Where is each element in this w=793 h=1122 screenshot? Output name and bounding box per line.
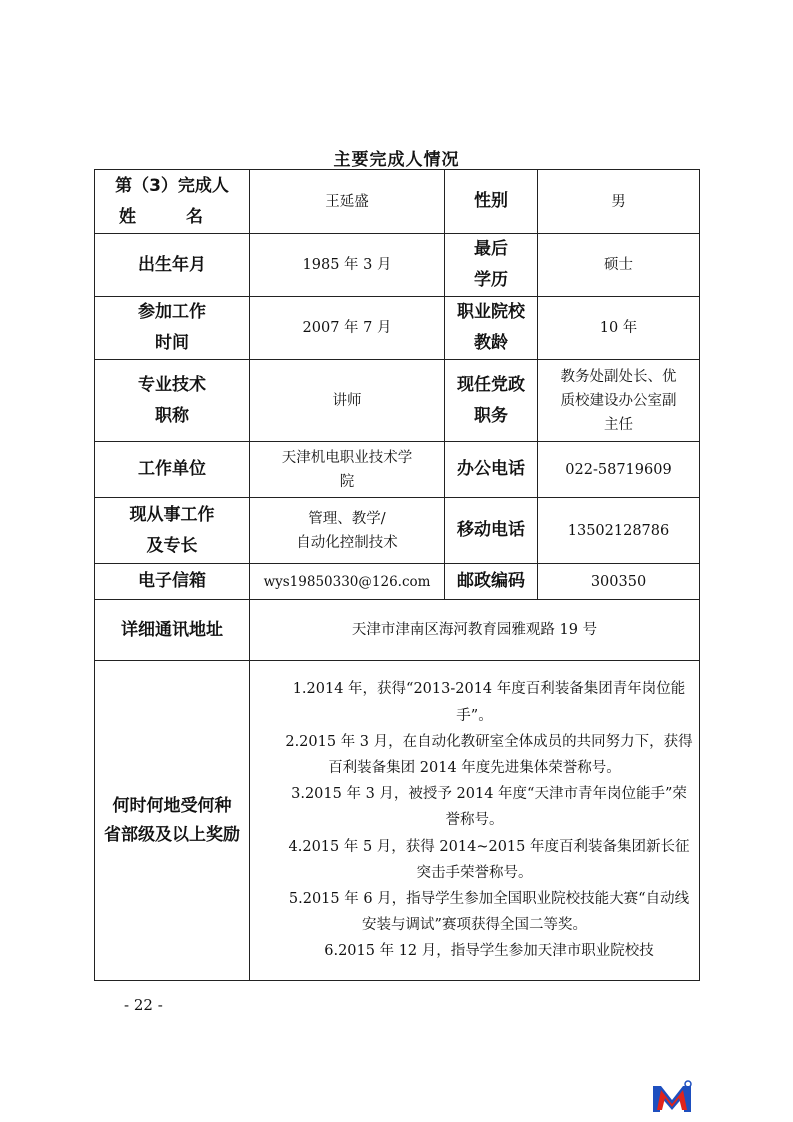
education-label-line2: 学历: [474, 270, 508, 290]
award-item: 6.2015 年 12 月，指导学生参加天津市职业院校技: [324, 943, 654, 960]
post-label: [445, 360, 538, 442]
unit-value: [250, 442, 445, 498]
birth-value: 1985 年 3 月: [250, 234, 445, 297]
table-row: [95, 170, 700, 234]
publisher-logo-icon: [651, 1080, 693, 1114]
job-value-line1: 管理、教学/: [308, 510, 386, 527]
birth-label: 出生年月: [95, 234, 250, 297]
table-row: [95, 360, 700, 442]
education-label: [445, 234, 538, 297]
teaching-years-value: 10 年: [538, 297, 700, 360]
tech-title-label-line2: 职称: [155, 405, 189, 426]
award-item: 4.2015 年 5 月，获得 2014~2015 年度百利装备集团新长征突击手荣誉称号。: [288, 838, 690, 881]
education-value: 硕士: [538, 234, 700, 297]
teaching-years-label-line2: 教龄: [474, 333, 508, 353]
work-start-label: [95, 297, 250, 360]
email-label: 电子信箱: [95, 564, 250, 600]
work-start-label-line1: 参加工作: [138, 302, 206, 322]
table-row: [95, 234, 700, 297]
awards-content: [250, 661, 700, 981]
office-phone-label: 办公电话: [445, 442, 538, 498]
office-phone-value: 022-58719609: [538, 442, 700, 498]
post-label-line2: 职务: [474, 405, 508, 426]
name-label: 姓 名: [119, 206, 225, 227]
unit-label: 工作单位: [95, 442, 250, 498]
zip-value: 300350: [538, 564, 700, 600]
awards-label-line1: 何时何地受何种: [112, 795, 232, 816]
zip-label: 邮政编码: [445, 564, 538, 600]
award-item: 3.2015 年 3 月，被授予 2014 年度“天津市青年岗位能手”荣誉称号。: [291, 786, 687, 829]
teaching-years-label: [445, 297, 538, 360]
gender-value: 男: [538, 170, 700, 234]
info-table: [94, 169, 700, 981]
rank-label: 第（3）完成人: [115, 175, 229, 196]
table-row: [95, 661, 700, 981]
address-value: 天津市津南区海河教育园雅观路 19 号: [250, 600, 700, 661]
job-value: [250, 498, 445, 564]
post-value-line1: 教务处副处长、优: [560, 368, 677, 385]
post-value-line3: 主任: [604, 416, 633, 433]
email-value: wys19850330@126.com: [250, 564, 445, 600]
post-value: [538, 360, 700, 442]
name-value: 王延盛: [250, 170, 445, 234]
unit-value-line2: 院: [339, 473, 355, 490]
rank-name-label: [95, 170, 250, 234]
job-value-line2: 自动化控制技术: [296, 534, 398, 551]
teaching-years-label-line1: 职业院校: [457, 302, 525, 322]
awards-label-line2: 省部级及以上奖励: [104, 824, 240, 845]
post-value-line2: 质校建设办公室副: [560, 392, 677, 409]
page-number: - 22 -: [124, 996, 163, 1014]
gender-label: 性别: [445, 170, 538, 234]
work-start-value: 2007 年 7 月: [250, 297, 445, 360]
mobile-value: 13502128786: [538, 498, 700, 564]
awards-label: [95, 661, 250, 981]
award-item: 1.2014 年，获得“2013-2014 年度百利装备集团青年岗位能手”。: [292, 681, 686, 724]
table-row: [95, 442, 700, 498]
job-label-line2: 及专长: [146, 535, 198, 556]
page-title: 主要完成人情况: [333, 150, 460, 170]
table-row: [95, 498, 700, 564]
table-row: [95, 600, 700, 661]
tech-title-label: [95, 360, 250, 442]
job-label-line1: 现从事工作: [129, 504, 215, 525]
award-item: 2.2015 年 3 月，在自动化教研室全体成员的共同努力下，获得百利装备集团 2014 年度先进集体荣誉称号。: [285, 733, 693, 776]
address-label: 详细通讯地址: [95, 600, 250, 661]
mobile-label: 移动电话: [445, 498, 538, 564]
award-item: 5.2015 年 6 月，指导学生参加全国职业院校技能大赛“自动线安装与调试”赛项获得全国二等奖。: [288, 891, 690, 934]
tech-title-value: 讲师: [250, 360, 445, 442]
work-start-label-line2: 时间: [155, 333, 189, 353]
table-row: [95, 564, 700, 600]
post-label-line1: 现任党政: [457, 374, 525, 395]
unit-value-line1: 天津机电职业技术学: [281, 449, 413, 466]
job-label: [95, 498, 250, 564]
table-row: [95, 297, 700, 360]
tech-title-label-line1: 专业技术: [138, 374, 206, 395]
education-label-line1: 最后: [474, 239, 508, 259]
